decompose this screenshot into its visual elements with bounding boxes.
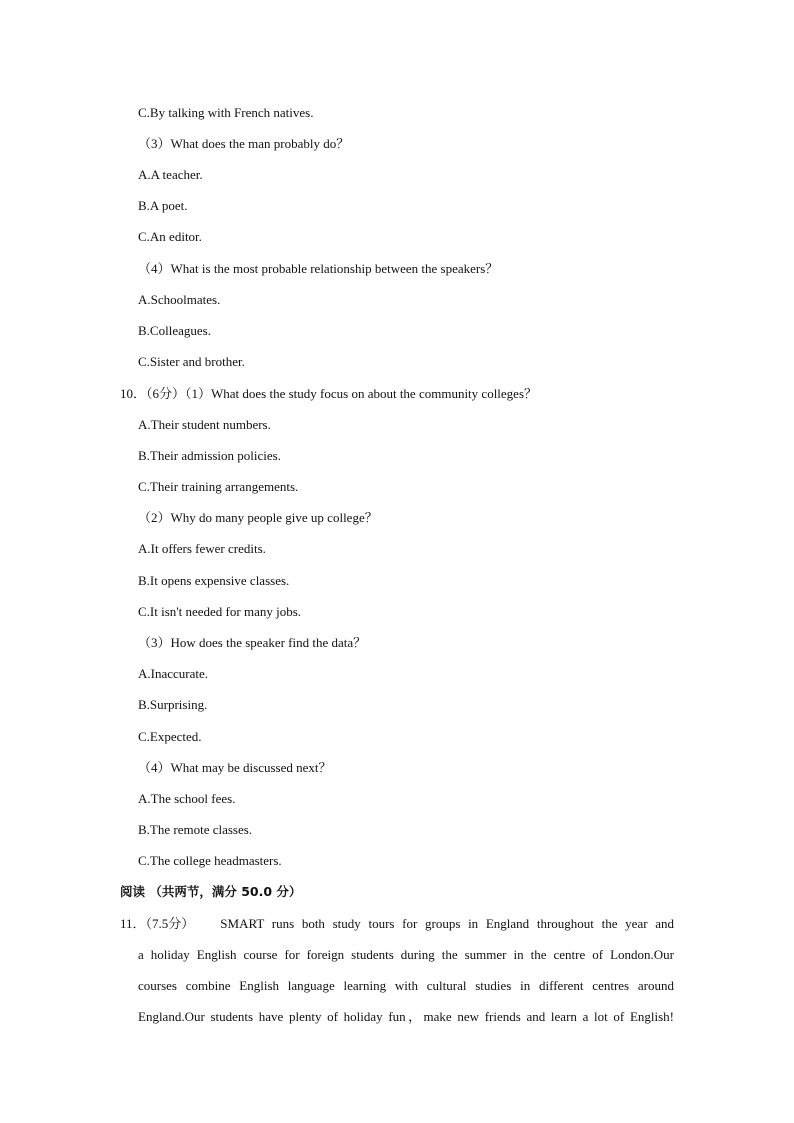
section-title-reading: 阅读 （共两节，满分 50.0 分） (120, 884, 302, 899)
q10-sub1-option-b: B.Their admission policies. (138, 448, 281, 463)
q9-sub3-question: （3）What does the man probably do？ (138, 136, 350, 151)
q9-sub4-option-b: B.Colleagues. (138, 323, 211, 338)
q10-sub2-option-a: A.It offers fewer credits. (138, 541, 266, 556)
q11-number-score: 11．（7.5分） (120, 916, 195, 931)
q10-sub3-option-c: C.Expected. (138, 729, 202, 744)
q9-option-1c: C.By talking with French natives. (138, 105, 314, 120)
q9-sub4-option-c: C.Sister and brother. (138, 354, 245, 369)
q10-sub1-option-a: A.Their student numbers. (138, 417, 271, 432)
q9-sub4-question: （4）What is the most probable relationship between the speakers？ (138, 261, 499, 276)
q9-sub3-option-c: C.An editor. (138, 229, 202, 244)
q10-header: 10．（6分）（1）What does the study focus on about the community colleges？ (120, 386, 538, 401)
q10-sub2-question: （2）Why do many people give up college？ (138, 510, 378, 525)
q9-sub4-option-a: A.Schoolmates. (138, 292, 221, 307)
q11-passage-line-1: SMART runs both study tours for groups in England throughout the year and (220, 916, 674, 931)
q10-sub4-question: （4）What may be discussed next？ (138, 760, 332, 775)
q10-sub3-option-b: B.Surprising. (138, 697, 208, 712)
q10-sub4-option-b: B.The remote classes. (138, 822, 253, 837)
q10-sub3-option-a: A.Inaccurate. (138, 666, 209, 681)
q10-sub4-option-c: C.The college headmasters. (138, 853, 282, 868)
q10-sub2-option-c: C.It isn't needed for many jobs. (138, 604, 302, 619)
q11-passage-line-4: England.Our students have plenty of holiday fun，make new friends and learn a lot of English! (138, 1009, 674, 1024)
q10-sub2-option-b: B.It opens expensive classes. (138, 573, 290, 588)
q11-passage-line-3: courses combine English language learning with cultural studies in different centres around (138, 978, 674, 993)
q11-passage-line-2: a holiday English course for foreign students during the summer in the centre of London.Our (138, 947, 674, 962)
q10-sub1-option-c: C.Their training arrangements. (138, 479, 299, 494)
q9-sub3-option-a: A.A teacher. (138, 167, 203, 182)
q9-sub3-option-b: B.A poet. (138, 198, 188, 213)
q10-sub3-question: （3）How does the speaker find the data？ (138, 635, 367, 650)
q10-sub4-option-a: A.The school fees. (138, 791, 236, 806)
q11-header (120, 916, 674, 932)
